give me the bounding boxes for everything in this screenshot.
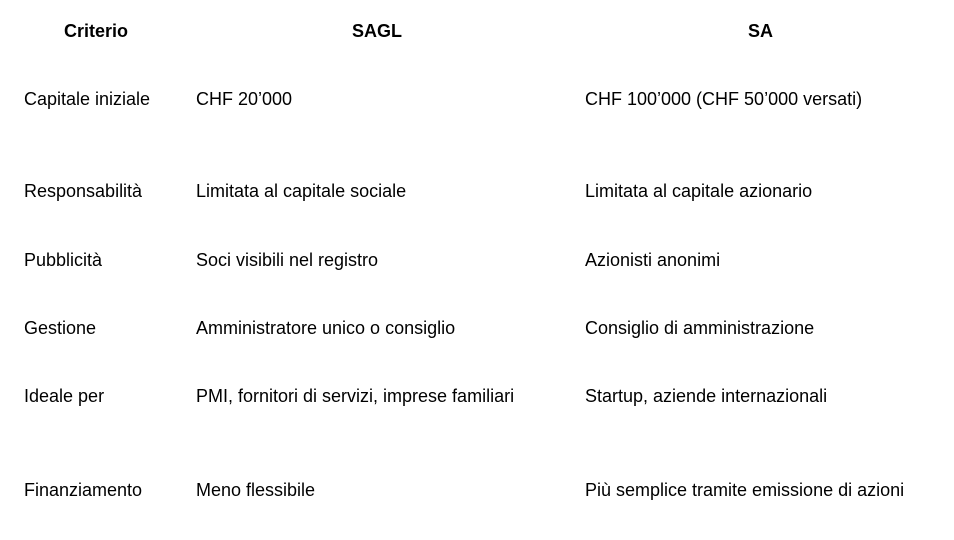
sagl-cell: Soci visibili nel registro — [196, 250, 379, 270]
sagl-cell: Meno flessibile — [196, 480, 316, 500]
row-label: Gestione — [24, 318, 97, 338]
sa-cell: Limitata al capitale azionario — [585, 181, 813, 201]
sagl-cell: Limitata al capitale sociale — [196, 181, 407, 201]
sa-cell: Startup, aziende internazionali — [585, 386, 828, 406]
row-label: Ideale per — [24, 386, 105, 406]
header-criterio: Criterio — [64, 21, 129, 41]
sa-cell: Azionisti anonimi — [585, 250, 721, 270]
sagl-cell: Amministratore unico o consiglio — [196, 318, 456, 338]
sagl-cell: CHF 20’000 — [196, 89, 293, 109]
row-label: Pubblicità — [24, 250, 103, 270]
header-sagl: SAGL — [352, 21, 403, 41]
sa-cell: Più semplice tramite emissione di azioni — [585, 480, 905, 500]
sa-cell: Consiglio di amministrazione — [585, 318, 815, 338]
sagl-cell: PMI, fornitori di servizi, imprese familiari — [196, 386, 515, 406]
row-label: Capitale iniziale — [24, 89, 151, 109]
row-label: Responsabilità — [24, 181, 143, 201]
sa-cell: CHF 100’000 (CHF 50’000 versati) — [585, 89, 863, 109]
header-sa: SA — [748, 21, 774, 41]
row-label: Finanziamento — [24, 480, 143, 500]
